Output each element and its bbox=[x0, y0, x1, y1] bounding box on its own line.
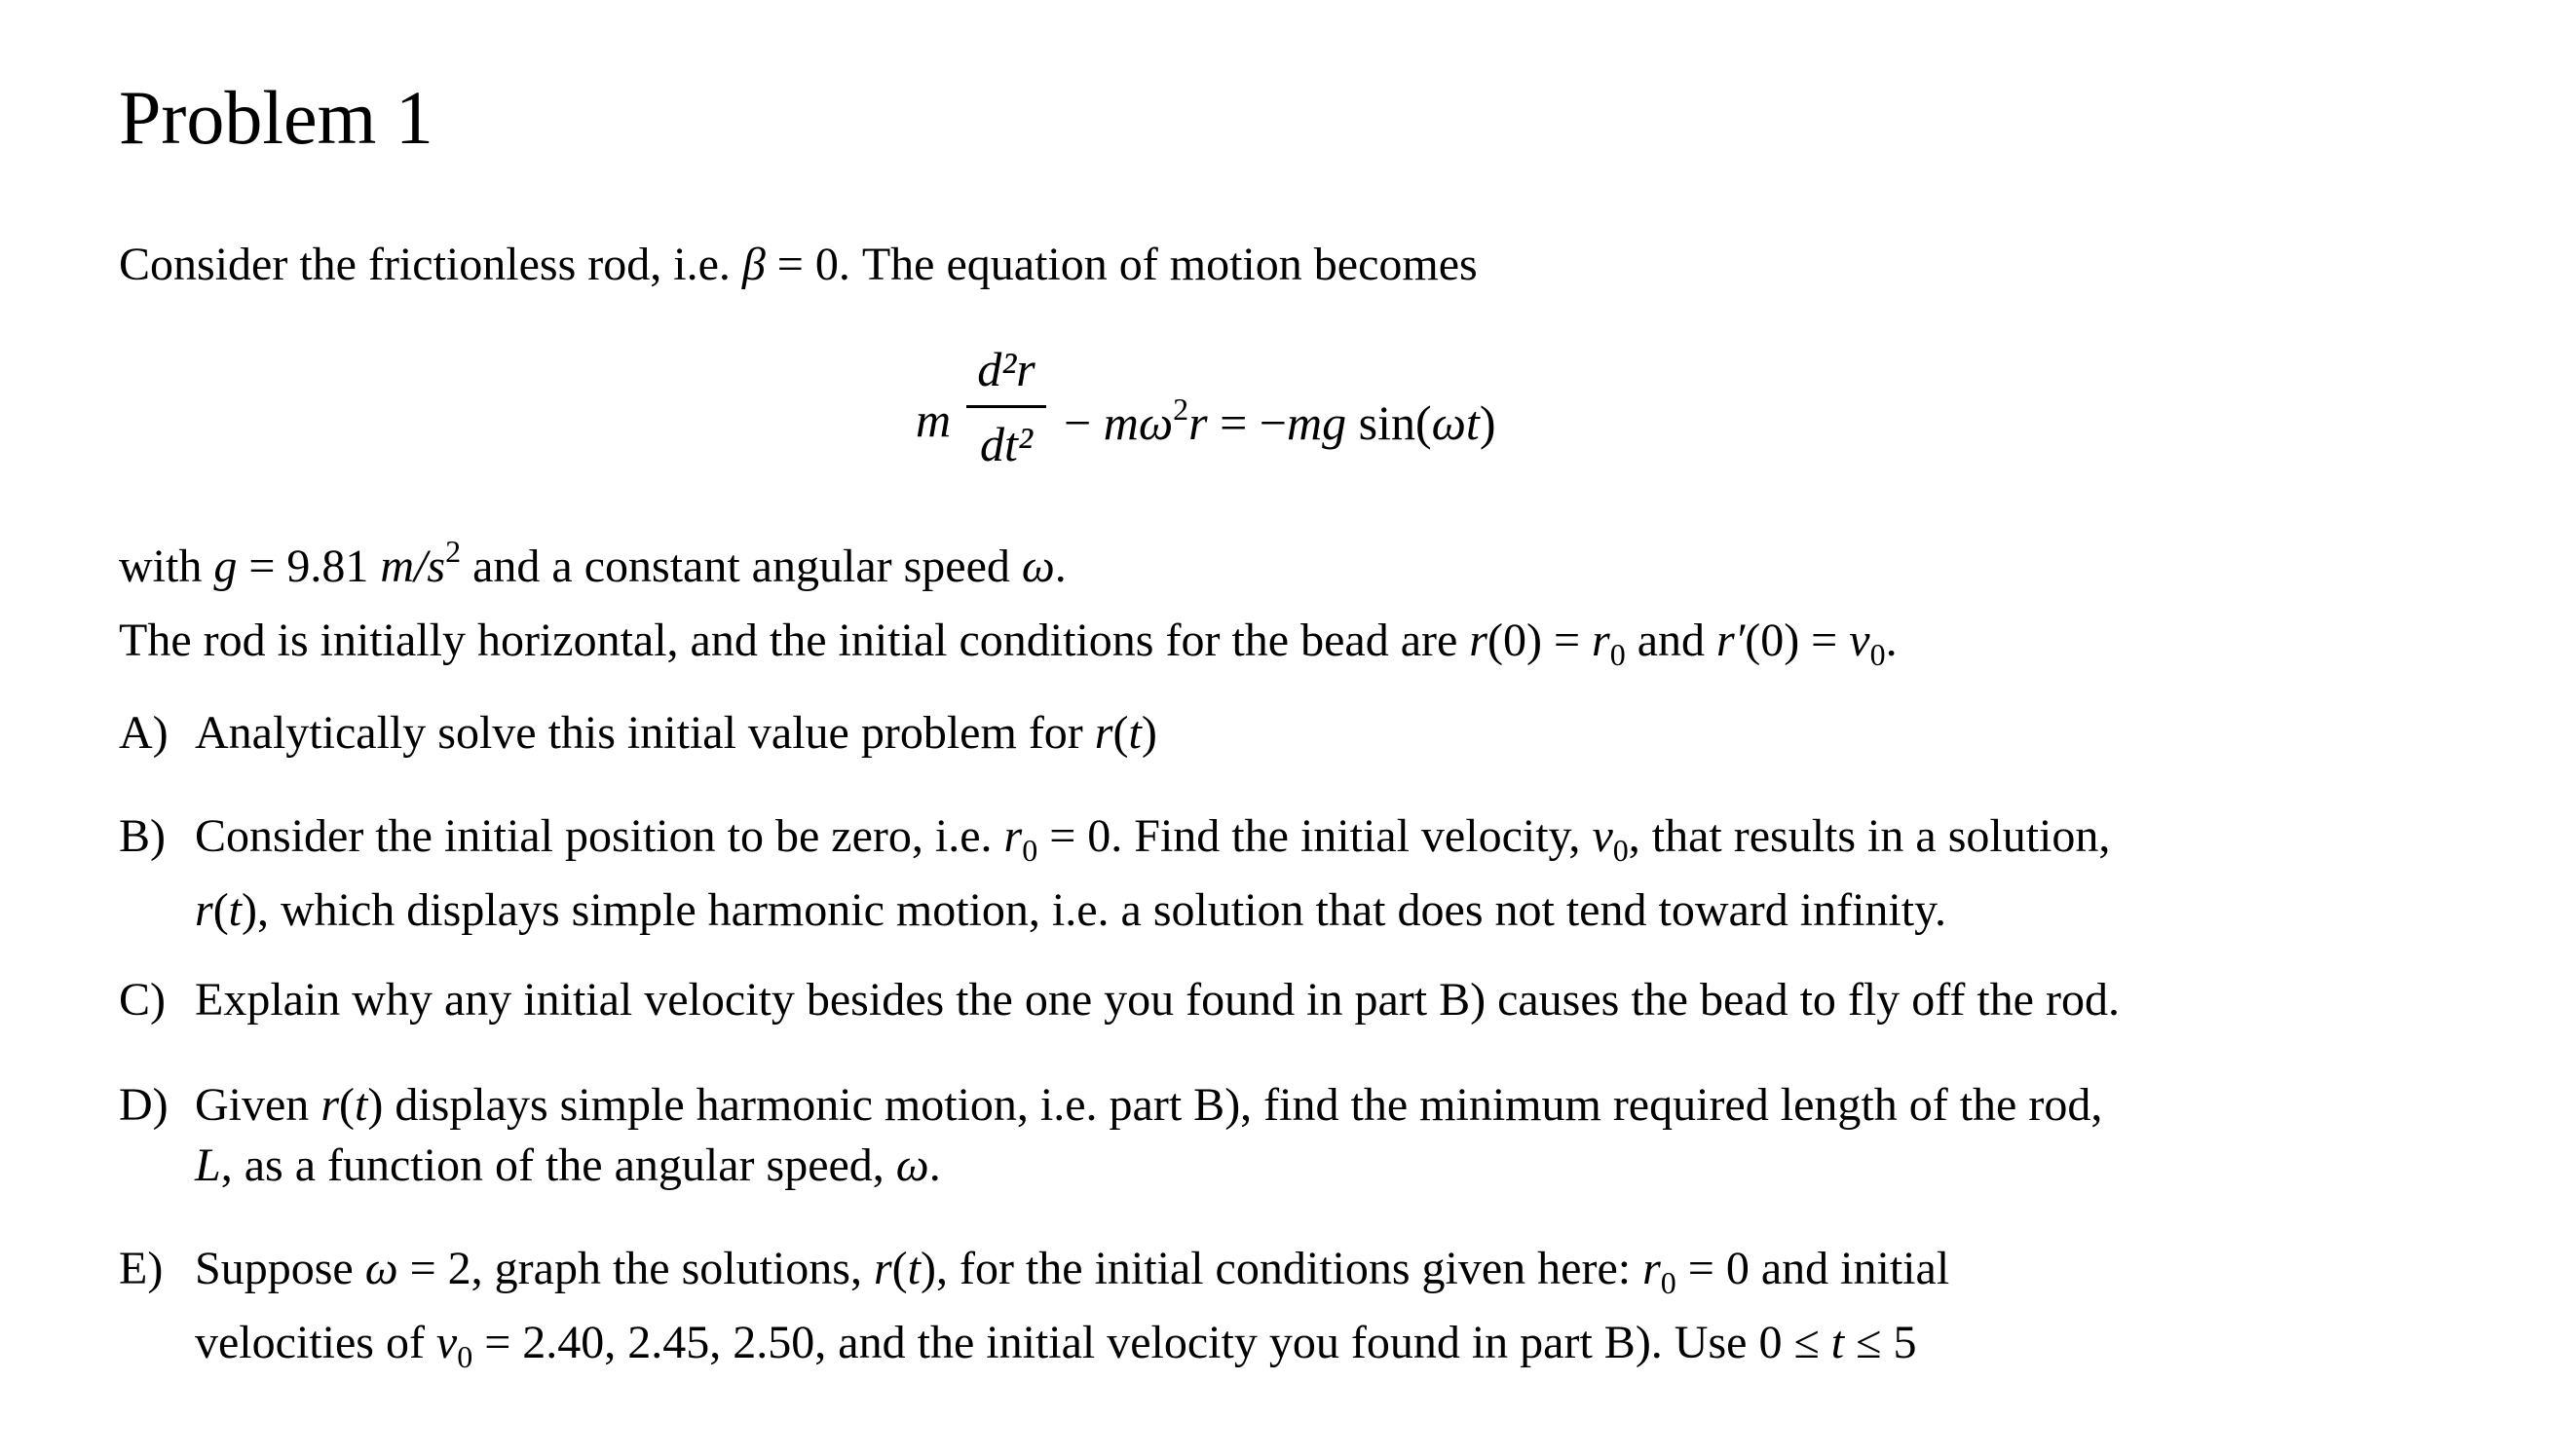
L-symbol: L bbox=[195, 1139, 221, 1191]
part-c-label: C) bbox=[119, 974, 166, 1026]
t-symbol: t bbox=[354, 1079, 368, 1131]
initial-conditions-line bbox=[119, 617, 1898, 670]
text-span: ) displays simple harmonic motion, i.e. part B), find the minimum required length of the rod, bbox=[367, 1079, 2103, 1131]
part-e-label: E) bbox=[119, 1243, 164, 1294]
v0-subscript: 0 bbox=[457, 1339, 473, 1374]
t-symbol: t bbox=[1830, 1317, 1845, 1368]
part-e-line-1 bbox=[195, 1239, 1949, 1313]
text-span: , as a function of the angular speed, bbox=[220, 1139, 896, 1191]
eq-omega: ω bbox=[1138, 395, 1174, 450]
fraction-bar bbox=[966, 405, 1046, 408]
rprime-eq: (0) = bbox=[1745, 615, 1850, 666]
omega-symbol: ω bbox=[1021, 541, 1055, 592]
part-d-label: D) bbox=[119, 1079, 169, 1131]
period: . bbox=[928, 1139, 941, 1191]
omega-symbol: ω bbox=[895, 1139, 929, 1191]
r0-symbol: r bbox=[1642, 1243, 1661, 1294]
with-text: with bbox=[119, 541, 214, 592]
text-span: , that results in a solution, bbox=[1628, 810, 2111, 862]
period: . bbox=[1054, 541, 1067, 592]
v0-subscript: 0 bbox=[1869, 637, 1886, 672]
paren-open: ( bbox=[891, 1243, 908, 1294]
part-a-label: A) bbox=[119, 707, 169, 759]
text-span: Consider the initial position to be zero, i.e. bbox=[195, 810, 1004, 862]
period: . bbox=[1885, 615, 1898, 666]
r-symbol: r bbox=[1469, 615, 1487, 666]
page-title: Problem 1 bbox=[119, 75, 433, 160]
gravity-line bbox=[119, 536, 1067, 590]
part-b-body bbox=[195, 806, 2110, 941]
r0-eq: (0) = bbox=[1487, 615, 1593, 666]
intro-after: The equation of motion becomes bbox=[849, 239, 1478, 290]
eq-m-term: m bbox=[1103, 395, 1139, 450]
r-prime-symbol: r′ bbox=[1716, 615, 1746, 666]
v0-symbol: v bbox=[1849, 615, 1870, 666]
part-c-text: Explain why any initial velocity besides the one you found in part B) causes the bead to fly off the rod. bbox=[195, 974, 2120, 1026]
part-c-body bbox=[195, 970, 2120, 1030]
paren-open: ( bbox=[339, 1079, 355, 1131]
part-e-body bbox=[195, 1239, 1949, 1387]
part-b-line-2 bbox=[195, 880, 2110, 941]
v0-symbol: v bbox=[1592, 810, 1613, 862]
part-a-body bbox=[195, 703, 1157, 764]
and-text: and bbox=[1625, 615, 1717, 666]
part-b-label: B) bbox=[119, 810, 166, 862]
r0-subscript: 0 bbox=[1022, 833, 1038, 868]
paren-open: ( bbox=[212, 884, 229, 936]
intro-eq: = 0. bbox=[765, 239, 850, 290]
r0-subscript: 0 bbox=[1660, 1265, 1676, 1300]
text-span: = 2, graph the solutions, bbox=[397, 1243, 874, 1294]
eq-r: r bbox=[1188, 395, 1208, 450]
eq-sin: sin( bbox=[1346, 395, 1432, 450]
part-d-line-1 bbox=[195, 1075, 2102, 1136]
eq-equals: = − bbox=[1207, 395, 1287, 450]
part-e-line-2 bbox=[195, 1313, 1949, 1387]
text-span: Suppose bbox=[195, 1243, 365, 1294]
text-span: = 2.40, 2.45, 2.50, and the initial velocity you found in part B). Use 0 ≤ bbox=[472, 1317, 1831, 1368]
t-symbol: t bbox=[1128, 707, 1142, 759]
r-symbol: r bbox=[873, 1243, 892, 1294]
v0-subscript: 0 bbox=[1612, 833, 1629, 868]
t-symbol: t bbox=[907, 1243, 921, 1294]
g-value: = 9.81 bbox=[237, 541, 381, 592]
paren-open: ( bbox=[1112, 707, 1129, 759]
omega-symbol: ω bbox=[364, 1243, 398, 1294]
t-symbol: t bbox=[228, 884, 243, 936]
text-span: ≤ 5 bbox=[1844, 1317, 1917, 1368]
minus-sign: − bbox=[1064, 395, 1104, 450]
beta-symbol: β bbox=[741, 239, 766, 290]
intro-line bbox=[119, 239, 1478, 290]
second-derivative-fraction bbox=[966, 339, 1046, 474]
r0-symbol: r bbox=[1003, 810, 1023, 862]
angular-speed-text: and a constant angular speed bbox=[461, 541, 1022, 592]
eq-square: 2 bbox=[1173, 392, 1189, 427]
text-span: = 0. Find the initial velocity, bbox=[1037, 810, 1593, 862]
part-d-line-2 bbox=[195, 1136, 2102, 1196]
r-symbol: r bbox=[195, 884, 213, 936]
g-symbol: g bbox=[213, 541, 238, 592]
r-symbol: r bbox=[1094, 707, 1113, 759]
part-d-body bbox=[195, 1075, 2102, 1196]
eq-close-paren: ) bbox=[1479, 395, 1496, 450]
rod-text: The rod is initially horizontal, and the initial conditions for the bead are bbox=[119, 615, 1470, 666]
text-span: = 0 and initial bbox=[1675, 1243, 1950, 1294]
intro-text: Consider the frictionless rod, i.e. bbox=[119, 239, 742, 290]
equation-rest bbox=[1064, 392, 1495, 451]
text-span: ), for the initial conditions given here: bbox=[920, 1243, 1643, 1294]
r0-symbol: r bbox=[1592, 615, 1610, 666]
part-b-line-1 bbox=[195, 806, 2110, 880]
v0-symbol: v bbox=[435, 1317, 458, 1368]
fraction-numerator: d²r bbox=[977, 342, 1035, 396]
text-span: ), which displays simple harmonic motion, i.e. a solution that does not tend toward infinity. bbox=[242, 884, 1946, 936]
eq-mg: mg bbox=[1287, 395, 1347, 450]
fraction-denominator: dt² bbox=[980, 417, 1033, 471]
text-span: Given bbox=[195, 1079, 321, 1131]
eq-omega-t: ωt bbox=[1431, 395, 1480, 450]
r0-subscript: 0 bbox=[1609, 637, 1626, 672]
paren-close: ) bbox=[1141, 707, 1157, 759]
r-symbol: r bbox=[320, 1079, 339, 1131]
equation-mass: m bbox=[916, 392, 952, 447]
g-units-square: 2 bbox=[445, 534, 462, 569]
g-units: m/s bbox=[380, 541, 446, 592]
text-span: velocities of bbox=[195, 1317, 436, 1368]
part-a-text: Analytically solve this initial value problem for bbox=[195, 707, 1095, 759]
